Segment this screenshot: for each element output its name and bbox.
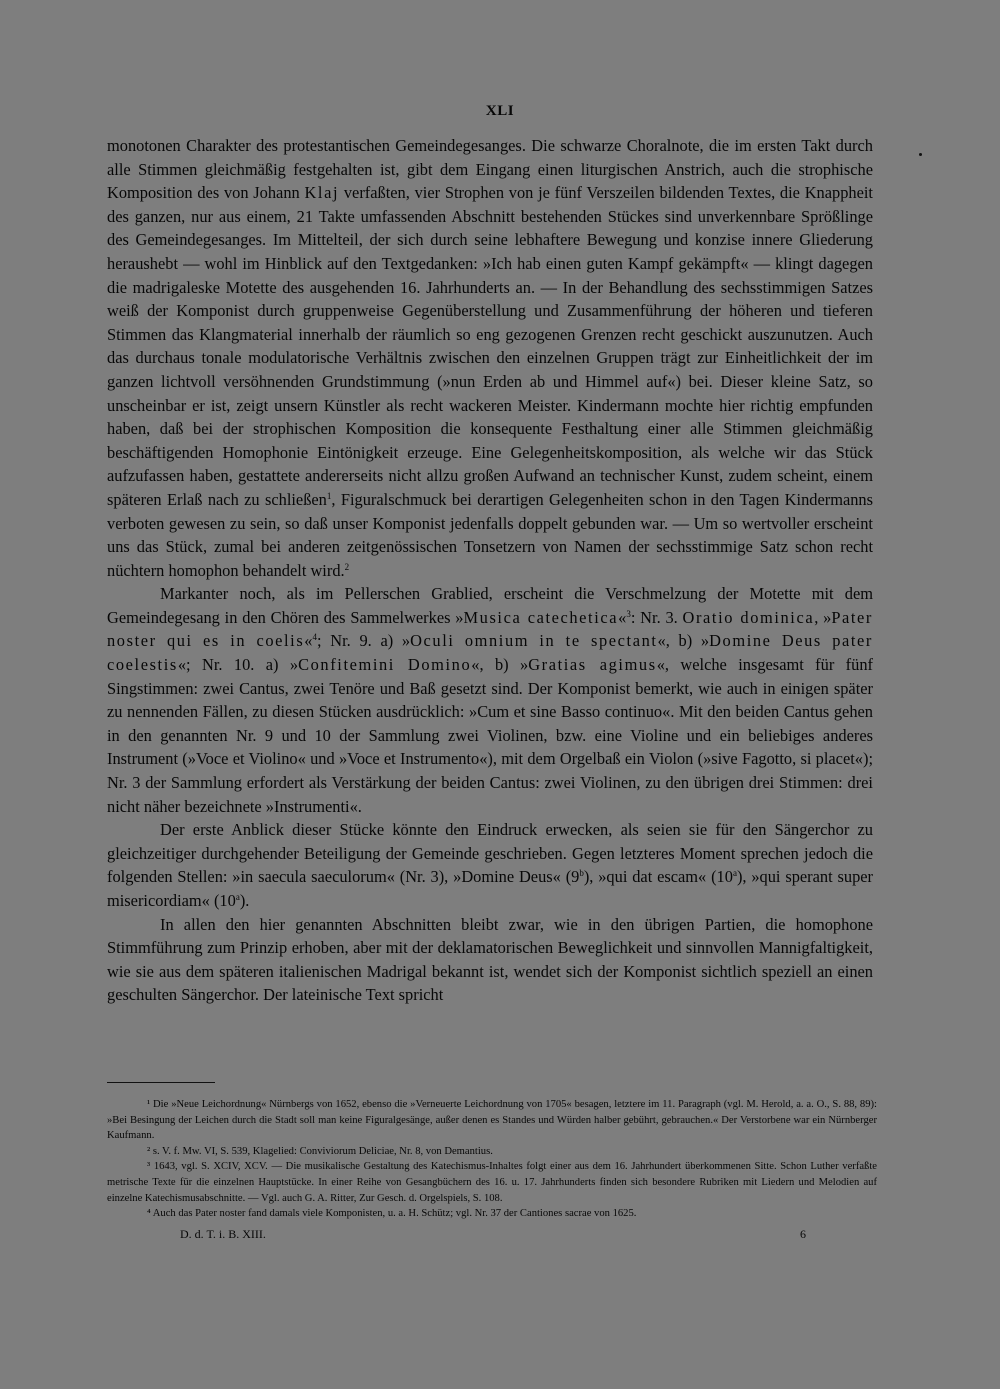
spaced-term: Confitemini Domino [298,655,472,675]
paragraph-3: Der erste Anblick dieser Stücke könnte den Eindruck erwecken, als seien sie für den Sängerchor zu gleichzeitiger durchgehender Beteiligung der Gemeinde geschrieben. Gegen letzteres Moment sprechen jedoch die folgenden Stellen: »in saecula saeculorum« (Nr. 3), »Domine Deus« (9$^b$), »qui dat escam« (10$^a$), »qui sperant super misericordiam« (10$^a$). [107,820,873,910]
footnote-separator [107,1082,215,1083]
spaced-term: Oculi omnium in te spectant [410,631,658,651]
signature-mark: D. d. T. i. B. XIII. [180,1227,266,1241]
spaced-term: Musica catechetica [463,607,619,627]
paragraph-1: monotonen Charakter des protestantischen Gemeindegesanges. Die schwarze Choralnote, die im ersten Takt durch alle Stimmen gleichmäßig festgehalten ist, gibt dem Eingang einen liturgischen Anstrich, auch die strophische Komposition des von Johann Klaj verfaßten, vier Strophen von je fünf Verszeilen bildenden Textes, die Knappheit des ganzen, nur aus einem, 21 Takte umfassenden Abschnitt bestehenden Stückes sind unverkennbare Sprößlinge des Gemeindegesanges. Im Mittelteil, der sich durch seine lebhaftere Bewegung und konzise innere Gliederung heraushebt — wohl im Hinblick auf den Textgedanken: »Ich hab einen guten Kampf gekämpft« — klingt dagegen die madrigaleske Motette des ausgehenden 16. Jahrhunderts an. — In der Behandlung des sechsstimmigen Satzes weiß der Komponist durch gruppenweise Gegenüberstellung und Zusammenführung der höheren und tieferen Stimmen das Klangmaterial innerhalb der räumlich so eng gezogenen Grenzen recht geschickt auszunutzen. Auch das durchaus tonale modulatorische Verhältnis zwischen den einzelnen Gruppen trägt zur Einheitlichkeit der im ganzen lichtvoll versöhnenden Grundstimmung (»nun Erden ab und Himmel auf«) bei. Dieser kleine Satz, so unscheinbar er ist, zeigt unsern Künstler als recht wackeren Meister. Kindermann mochte hier richtig empfunden haben, daß bei der strophischen Komposition die konsequente Festhaltung einer alle Stimmen gleichmäßig beschäftigenden Homophonie Eintönigkeit erzeuge. Eine Gelegenheitskomposition, als welche wir das Stück aufzufassen haben, gestattete andererseits nicht allzu großen Aufwand an technischer Kunst, zudem scheint, einem späteren Erlaß nach zu schließen$^1$, Figuralschmuck bei derartigen Gelegenheiten schon in den Tagen Kindermanns verboten gewesen zu sein, so daß unser Komponist jedenfalls doppelt gebunden war. — Um so wertvoller erscheint uns das Stück, zumal bei anderen zeitgenössischen Tonsetzern von Namen der sechsstimmige Satz schon recht nüchtern homophon behandelt wird.$^2$ [107,136,873,580]
footnote-ref: 4 [312,632,317,643]
footnote-ref: b [579,868,584,879]
footnote-3: ³ 1643, vgl. S. XCIV, XCV. — Die musikalische Gestaltung des Katechismus-Inhaltes folgt einer aus dem 16. Jahrhundert überkommenen Sitte. Schon Luther verfaßte metrische Texte für die einzelnen Hauptstücke. In einer Reihe von Gesangbüchern des 16. u. 17. Jahrhunderts finden sich besondere Rubriken mit Liedern und Melodien auf einzelne Katechismusabschnitte. — Vgl. auch G. A. Ritter, Zur Gesch. d. Orgelspiels, S. 108. [107,1161,877,1204]
footnote-ref: a [732,868,737,879]
spaced-term: Oratio dominica [682,607,815,627]
print-speck [919,153,922,156]
footnote-2: ² s. V. f. Mw. VI, S. 539, Klagelied: Conviviorum Deliciae, Nr. 8, von Demantius. [147,1145,493,1157]
footnote-4: ⁴ Auch das Pater noster fand damals viele Komponisten, u. a. H. Schütz; vgl. Nr. 37 der Cantiones sacrae von 1625. [147,1208,637,1220]
page-number: XLI [485,103,515,119]
body-text [107,134,873,1007]
footnotes [107,1097,877,1222]
paragraph-4: In allen den hier genannten Abschnitten bleibt zwar, wie in den übrigen Partien, die homophone Stimmführung zum Prinzip erhoben, aber mit der deklamatorischen Beweglichkeit und sinnvollen Mannigfaltigkeit, wie sie aus dem späteren italienischen Madrigal bekannt ist, wendet sich der Komponist sichtlich speziell an einen geschulten Sängerchor. Der lateinische Text spricht [107,914,873,1005]
spaced-term: Domine Deus pater coelestis [107,631,873,675]
spaced-term: Pater noster qui es in coelis [107,607,873,651]
footnote-ref: 2 [344,561,350,572]
spaced-term: Klaj [304,183,340,203]
footnote-ref: 1 [326,490,332,501]
footnote-ref: 3 [626,608,631,619]
footnote-ref: a [235,892,240,902]
spaced-term: Gratias agimus [528,655,657,675]
sheet-number: 6 [800,1227,806,1241]
footnote-1: ¹ Die »Neue Leichordnung« Nürnbergs von 1652, ebenso die »Verneuerte Leichordnung von 1705« besagen, letztere im 11. Paragraph (vgl. M. Herold, a. a. O., S. 88, 89): »Bei Besingung der Leichen durch die Stadt soll man keine Figuralgesänge, außer denen es Standes und Würden halber gebührt, gebrauchen.« Der Verstorbene war ein Nürnberger Kaufmann. [107,1099,877,1142]
paragraph-2: Markanter noch, als im Pellerschen Grablied, erscheint die Verschmelzung der Motette mit dem Gemeindegesang in den Chören des Sammelwerkes »Musica catechetica«$^3$: Nr. 3. Oratio dominica, »Pater noster qui es in coelis«$^4$; Nr. 9. a) »Oculi omnium in te spectant«, b) »Domine Deus pater coelestis«; Nr. 10. a) »Confitemini Domino«, b) »Gratias agimus«, welche insgesamt für fünf Singstimmen: zwei Cantus, zwei Tenöre und Baß gesetzt sind. Der Komponist bemerkt, wie auch in einigen später zu nennenden Fällen, zu diesen Stücken ausdrücklich: »Cum et sine Basso continuo«. Mit den beiden Cantus gehen in den genannten Nr. 9 und 10 der Sammlung zwei Violinen, bzw. eine Violine und ein beliebiges anderes Instrument (»Voce et Violino« und »Voce et Instrumento«), mit dem Orgelbaß ein Violon (»sive Fagotto, si placet«); Nr. 3 der Sammlung erfordert als Verstärkung der beiden Cantus: zwei Violinen, zu den übrigen drei Stimmen: drei nicht näher bezeichnete »Instrumenti«. [107,584,873,816]
